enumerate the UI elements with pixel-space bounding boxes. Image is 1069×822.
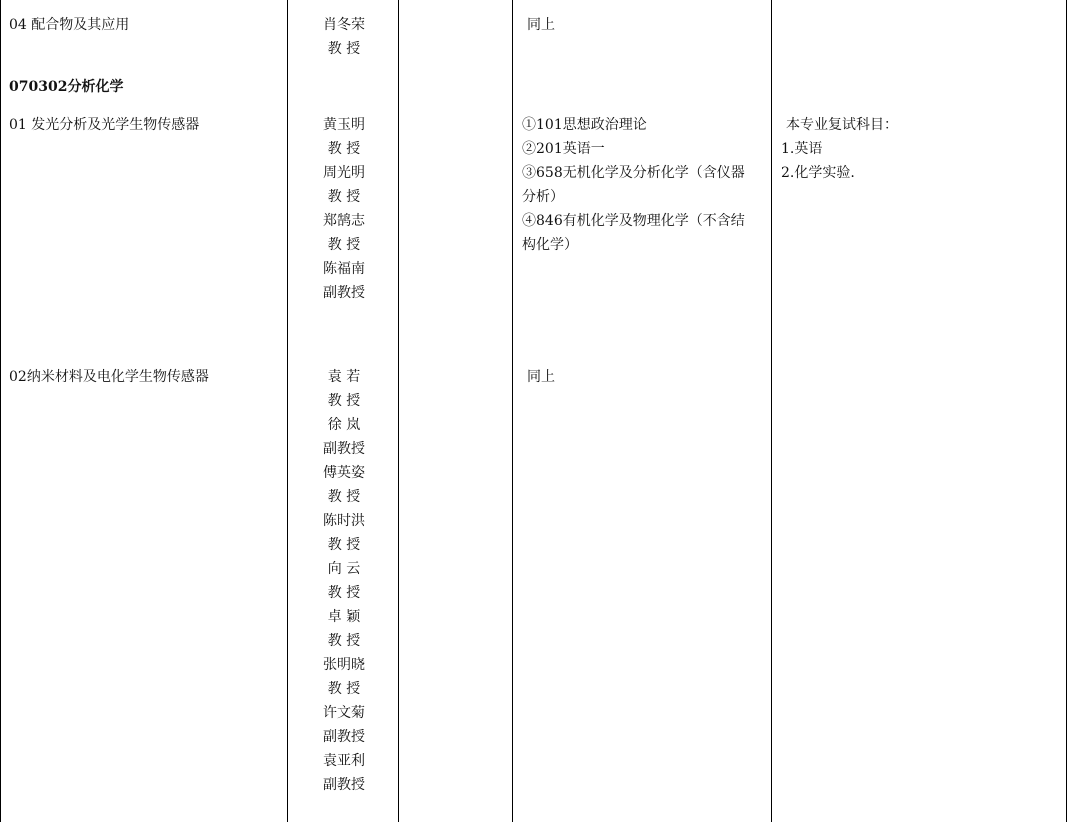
advisor-title: 副教授 xyxy=(323,729,365,745)
row-2-direction: 01 发光分析及光学生物传感器 xyxy=(9,117,200,133)
advisor-name: 周光明 xyxy=(323,165,365,181)
section-heading: 070302分析化学 xyxy=(9,79,124,95)
exam-subject: ③658无机化学及分析化学（含仪器 xyxy=(522,165,745,181)
advisor-title: 教 授 xyxy=(327,189,361,205)
row-2-exam-subjects xyxy=(522,113,745,257)
advisor-title: 教 授 xyxy=(327,633,361,649)
row-3-advisors xyxy=(300,365,388,797)
advisor-name: 向 云 xyxy=(327,561,361,577)
advisor-name: 郑鹄志 xyxy=(323,213,365,229)
retest-item: 2.化学实验. xyxy=(781,165,855,181)
column-border-2 xyxy=(398,0,399,822)
row-3-direction: 02纳米材料及电化学生物传感器 xyxy=(9,369,209,385)
advisor-title: 教 授 xyxy=(327,537,361,553)
advisor-title: 教 授 xyxy=(327,489,361,505)
advisor-name: 许文菊 xyxy=(323,705,365,721)
advisor-name: 陈时洪 xyxy=(323,513,365,529)
column-border-1 xyxy=(287,0,288,822)
column-border-left xyxy=(0,0,1,822)
column-border-4 xyxy=(771,0,772,822)
row-1-advisors xyxy=(300,13,388,61)
exam-subject-continued: 分析） xyxy=(522,189,564,205)
advisor-title: 教 授 xyxy=(327,585,361,601)
advisor-name: 黄玉明 xyxy=(323,117,365,133)
advisor-title: 副教授 xyxy=(323,777,365,793)
exam-subject: ②201英语一 xyxy=(522,141,605,157)
advisor-title: 副教授 xyxy=(323,441,365,457)
row-3-exam: 同上 xyxy=(527,369,555,385)
row-2-retest-subjects xyxy=(781,113,898,185)
retest-item: 1.英语 xyxy=(781,141,823,157)
advisor-title: 教 授 xyxy=(327,681,361,697)
advisor-title: 教 授 xyxy=(327,41,361,57)
advisor-name: 张明晓 xyxy=(323,657,365,673)
advisor-title: 教 授 xyxy=(327,141,361,157)
advisor-name: 卓 颖 xyxy=(327,609,361,625)
advisor-title: 副教授 xyxy=(323,285,365,301)
advisor-name: 徐 岚 xyxy=(327,417,361,433)
advisor-name: 陈福南 xyxy=(323,261,365,277)
column-border-right xyxy=(1066,0,1067,822)
row-2-advisors xyxy=(300,113,388,305)
advisor-name: 傅英姿 xyxy=(323,465,365,481)
retest-heading: 本专业复试科目： xyxy=(786,117,898,133)
exam-subject: ④846有机化学及物理化学（不含结 xyxy=(522,213,745,229)
row-1-direction: 04 配合物及其应用 xyxy=(9,17,130,33)
advisor-name: 肖冬荣 xyxy=(323,17,365,33)
advisor-name: 袁亚利 xyxy=(323,753,365,769)
advisor-title: 教 授 xyxy=(327,237,361,253)
exam-subject-continued: 构化学） xyxy=(522,237,578,253)
advisor-name: 袁 若 xyxy=(327,369,361,385)
column-border-3 xyxy=(512,0,513,822)
exam-subject: ①101思想政治理论 xyxy=(522,117,647,133)
advisor-title: 教 授 xyxy=(327,393,361,409)
row-1-exam: 同上 xyxy=(527,17,555,33)
